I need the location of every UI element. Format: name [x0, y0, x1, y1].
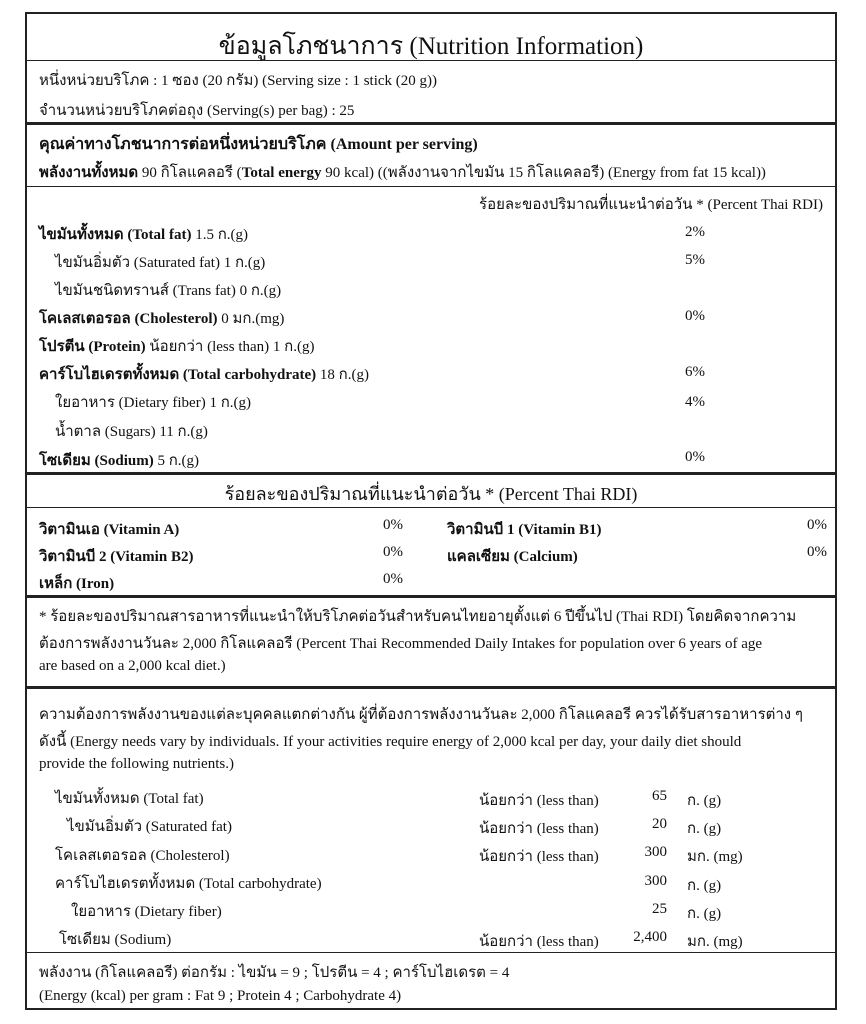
needs-value: 20 — [652, 816, 667, 832]
energy-needs-line: ดังนี้ (Energy needs vary by individuals. If your activities require energy of 2,000 kcal per day, your daily diet should — [39, 734, 742, 750]
nutrition-label — [25, 12, 837, 1010]
needs-label: ไขมันทั้งหมด (Total fat) — [55, 791, 204, 807]
needs-value: 65 — [652, 788, 667, 804]
needs-unit: มก. (mg) — [687, 849, 743, 865]
nutrient-row: โซเดียม (Sodium) 5 ก.(g) — [39, 453, 200, 469]
divider — [27, 507, 835, 508]
rdi-footnote-line: ต้องการพลังงานวันละ 2,000 กิโลแคลอรี (Percent Thai Recommended Daily Intakes for population over 6 years of age — [39, 636, 763, 652]
rdi-footnote-line: * ร้อยละของปริมาณสารอาหารที่แนะนำให้บริโภคต่อวันสำหรับคนไทยอายุตั้งแต่ 6 ปีขึ้นไป (Thai RDI) โดยคิดจากความ — [39, 609, 797, 625]
needs-unit: มก. (mg) — [687, 934, 743, 950]
needs-qualifier: น้อยกว่า (less than) — [479, 849, 599, 865]
vitamin-item: วิตามินบี 1 (Vitamin B1) — [447, 522, 602, 538]
label-title: ข้อมูลโภชนาการ (Nutrition Information) — [218, 33, 644, 60]
rdi-footnote-line: are based on a 2,000 kcal diet.) — [39, 658, 226, 674]
nutrient-percent: 2% — [685, 224, 705, 240]
needs-qualifier: น้อยกว่า (less than) — [479, 793, 599, 809]
divider — [27, 686, 835, 689]
divider — [27, 186, 835, 187]
divider — [27, 952, 835, 953]
nutrient-percent: 0% — [685, 449, 705, 465]
serving-size: หนึ่งหน่วยบริโภค : 1 ซอง (20 กรัม) (Serving size : 1 stick (20 g)) — [39, 73, 438, 89]
nutrient-row: ไขมันชนิดทรานส์ (Trans fat) 0 ก.(g) — [55, 283, 282, 299]
needs-qualifier: น้อยกว่า (less than) — [479, 821, 599, 837]
nutrient-percent: 4% — [685, 394, 705, 410]
energy-needs-line: ความต้องการพลังงานของแต่ละบุคคลแตกต่างกัน ผู้ที่ต้องการพลังงานวันละ 2,000 กิโลแคลอรี ควรได้รับสารอาหารต่าง ๆ — [39, 707, 803, 723]
vitamin-item: วิตามินบี 2 (Vitamin B2) — [39, 549, 194, 565]
nutrient-row: ไขมันอิ่มตัว (Saturated fat) 1 ก.(g) — [55, 255, 266, 271]
energy-per-gram-en: (Energy (kcal) per gram : Fat 9 ; Protein 4 ; Carbohydrate 4) — [39, 988, 402, 1004]
vitamin-percent: 0% — [383, 517, 403, 533]
energy-needs-line: provide the following nutrients.) — [39, 756, 234, 772]
needs-qualifier: น้อยกว่า (less than) — [479, 934, 599, 950]
nutrient-row: ใยอาหาร (Dietary fiber) 1 ก.(g) — [55, 395, 252, 411]
needs-unit: ก. (g) — [687, 878, 722, 894]
vitamins-header: ร้อยละของปริมาณที่แนะนำต่อวัน * (Percent Thai RDI) — [224, 484, 638, 504]
nutrient-row: โปรตีน (Protein) น้อยกว่า (less than) 1 ก.(g) — [39, 339, 315, 355]
needs-value: 2,400 — [633, 929, 667, 945]
divider — [27, 595, 835, 598]
needs-value: 300 — [644, 873, 667, 889]
vitamin-percent: 0% — [383, 544, 403, 560]
vitamin-percent: 0% — [807, 517, 827, 533]
energy-per-gram-thai: พลังงาน (กิโลแคลอรี) ต่อกรัม : ไขมัน = 9 ; โปรตีน = 4 ; คาร์โบไฮเดรต = 4 — [39, 965, 510, 981]
needs-label: ใยอาหาร (Dietary fiber) — [71, 904, 222, 920]
nutrient-row: คาร์โบไฮเดรตทั้งหมด (Total carbohydrate) 18 ก.(g) — [39, 367, 369, 383]
divider — [27, 472, 835, 475]
divider — [27, 60, 835, 61]
rdi-header: ร้อยละของปริมาณที่แนะนำต่อวัน * (Percent Thai RDI) — [479, 197, 823, 213]
vitamin-percent: 0% — [383, 571, 403, 587]
needs-label: คาร์โบไฮเดรตทั้งหมด (Total carbohydrate) — [55, 876, 322, 892]
vitamin-percent: 0% — [807, 544, 827, 560]
needs-value: 25 — [652, 901, 667, 917]
nutrient-row: ไขมันทั้งหมด (Total fat) 1.5 ก.(g) — [39, 227, 249, 243]
needs-label: ไขมันอิ่มตัว (Saturated fat) — [67, 819, 232, 835]
vitamin-item: เหล็ก (Iron) — [39, 576, 115, 592]
total-energy: พลังงานทั้งหมด 90 กิโลแคลอรี (Total energy 90 kcal) ((พลังงานจากไขมัน 15 กิโลแคลอรี) (Energy from fat 15 kcal)) — [39, 165, 766, 181]
vitamin-item: วิตามินเอ (Vitamin A) — [39, 522, 180, 538]
vitamin-item: แคลเซียม (Calcium) — [447, 549, 578, 565]
needs-unit: ก. (g) — [687, 821, 722, 837]
divider — [27, 122, 835, 125]
servings-per-bag: จำนวนหน่วยบริโภคต่อถุง (Serving(s) per bag) : 25 — [39, 103, 355, 119]
nutrient-percent: 6% — [685, 364, 705, 380]
needs-unit: ก. (g) — [687, 793, 722, 809]
nutrient-percent: 0% — [685, 308, 705, 324]
nutrient-row: น้ำตาล (Sugars) 11 ก.(g) — [55, 424, 208, 440]
needs-value: 300 — [644, 844, 667, 860]
needs-label: โคเลสเตอรอล (Cholesterol) — [55, 848, 230, 864]
needs-unit: ก. (g) — [687, 906, 722, 922]
needs-label: โซเดียม (Sodium) — [59, 932, 172, 948]
nutrient-row: โคเลสเตอรอล (Cholesterol) 0 มก.(mg) — [39, 311, 285, 327]
nutrient-percent: 5% — [685, 252, 705, 268]
amount-heading: คุณค่าทางโภชนาการต่อหนึ่งหน่วยบริโภค (Amount per serving) — [39, 136, 478, 153]
